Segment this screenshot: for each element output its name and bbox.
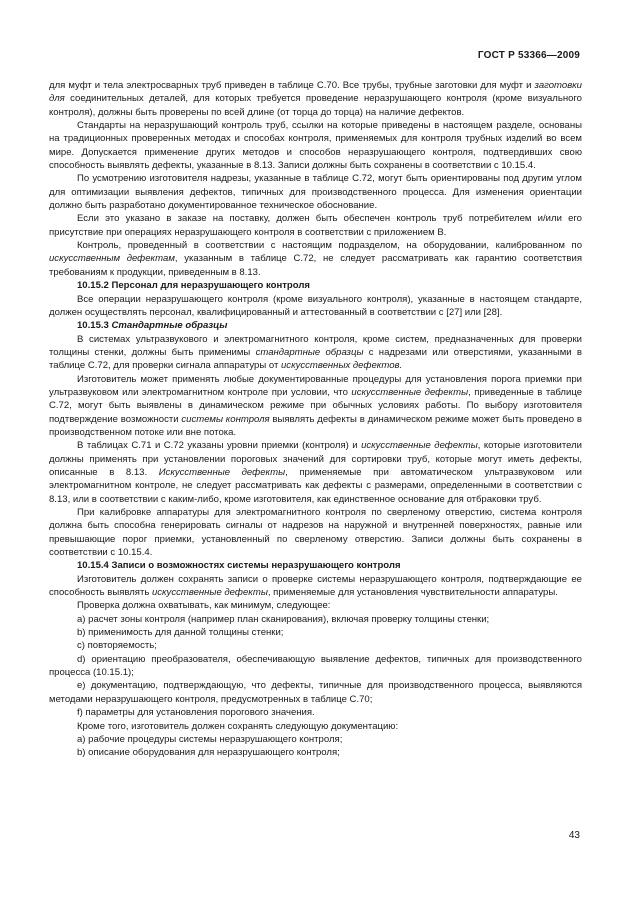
paragraph	[49, 679, 582, 706]
section-heading	[49, 319, 582, 332]
section-heading	[49, 559, 582, 572]
text-run: При калибровке аппаратуры для электромагнитного контроля по сверленому отверстию, система контроля должна быть способна генерировать сигналы от надрезов на наружной и внутренней поверхностях, равные или превышающие порог приемки, установленный по сверленому отверстию. Записи должны быть сохранены в соответствии с 10.15.4.	[49, 507, 582, 559]
text-run: Стандарты на неразрушающий контроль труб, ссылки на которые приведены в настоящем разделе, основаны на традиционных проверенных методах и способах контроля, применяемых для контроля трубных изделий во всем мире. Допускается применение других методов и способов неразрушающего контроля, подтвердивших свою способность выявлять дефекты, указанные в 8.13. Записи должны быть сохранены в соответствии с 10.15.4.	[49, 120, 582, 172]
text-run: , которые изготовители должны применять при установлении пороговых значений для сортировки труб, которые могут иметь дефекты, описанные в 8.13.	[49, 440, 583, 478]
text-run: е) документацию, подтверждающую, что дефекты, типичные для производственного процесса, выявляются методами неразрушающего контроля, предусмотренных в таблице С.70;	[49, 680, 582, 705]
text-run: В системах ультразвукового и электромагнитного контроля, кроме систем, предназначенных для проверки толщины стенки, должны быть применимы	[49, 333, 582, 358]
paragraph	[49, 653, 582, 680]
text-run: По усмотрению изготовителя надрезы, указанные в таблице С.72, могут быть ориентированы под другим углом для оптимизации выявления дефектов, типичных для производственного процесса. Для изменения ориентации должно быть разработано документированное техническое обоснование.	[49, 173, 582, 212]
italic-term: Искусственные дефекты	[158, 466, 286, 478]
paragraph	[49, 613, 582, 626]
text-run: , указанным в таблице С.72, не следует рассматривать как гарантию соответствия требованиям к продукции, приведенным в 8.13.	[49, 253, 582, 278]
italic-term: стандартные образцы	[255, 346, 364, 358]
section-heading	[49, 279, 582, 292]
paragraph	[49, 573, 582, 600]
paragraph	[49, 239, 582, 279]
text-run: выявлять дефекты в динамическом режиме может быть проведено в производственном потоке или вне потока.	[49, 413, 582, 438]
page-number: 43	[568, 830, 580, 841]
text-run: Если это указано в заказе на поставку, должен быть обеспечен контроль труб потребителем и/или его присутствие при операциях неразрушающего контроля в соответствии с приложением В.	[49, 213, 582, 238]
text-run: , применяемые при автоматическом ультразвуковом или электромагнитном контроле, не следует рассматривать как дефекты с размерами, определенными в соответствии с 8.13, или в соответствии с каким-либо, кроме изготовителя, как единственное основание для отбраковки труб.	[49, 466, 582, 505]
paragraph	[49, 720, 582, 733]
paragraph	[49, 373, 582, 440]
text-run: d) ориентацию преобразователя, обеспечивающую выявление дефектов, типичных для производственного процесса (10.15.1);	[49, 653, 582, 679]
text-run: f) параметры для установления порогового значения.	[77, 707, 315, 719]
text-run: Проверка должна охватывать, как минимум, следующее:	[77, 600, 331, 612]
italic-term: искусственных дефектов.	[280, 360, 403, 372]
text-run: В таблицах С.71 и С.72 указаны уровни приемки (контроля) и	[77, 440, 362, 452]
text-run: Изготовитель может применять любые документированные процедуры для установления порога приемки при ультразвуковом или электромагнитном контроле при условии, что	[49, 373, 582, 398]
italic-term: искусственные дефекты	[351, 386, 469, 398]
text-run: Контроль, проведенный в соответствии с настоящим подразделом, на оборудовании, калиброванном по	[77, 240, 582, 252]
text-run: соединительных деталей, для которых требуется проведение неразрушающего контроля (кроме визуального контроля), должны быть проверены по всей длине (от торца до торца) на наличие дефектов.	[49, 93, 582, 118]
paragraph	[49, 293, 582, 320]
italic-term: заготовки для	[49, 80, 582, 105]
italic-term: искусственные дефекты	[361, 440, 478, 452]
text-run: 10.15.3	[77, 320, 112, 332]
paragraph	[49, 333, 582, 373]
italic-term: системы контроля	[181, 413, 270, 425]
text-run: , применяемые для установления чувствительности аппаратуры.	[267, 587, 558, 599]
paragraph	[49, 79, 582, 119]
paragraph	[49, 506, 582, 559]
text-run: b) применимость для данной толщины стенки;	[77, 627, 284, 639]
text-run: Изготовитель должен сохранять записи о проверке системы неразрушающего контроля, подтверждающие ее способность выявлять	[49, 573, 582, 599]
italic-term: Стандартные образцы	[111, 320, 228, 332]
italic-term: искусственные дефекты	[151, 587, 268, 599]
text-run: а) расчет зоны контроля (например план сканирования), включая проверку толщины стенки;	[77, 613, 490, 625]
italic-term: искусственным дефектам	[49, 253, 175, 265]
text-run: 10.15.2 Персонал для неразрушающего контроля	[77, 280, 310, 292]
paragraph	[49, 706, 582, 719]
paragraph	[49, 746, 582, 759]
document-header: ГОСТ Р 53366—2009	[477, 50, 580, 61]
text-run: Все операции неразрушающего контроля (кроме визуального контроля), указанные в настоящем стандарте, должен осуществлять персонал, квалифицированный и аттестованный в соответствии с [27] или [28].	[49, 293, 582, 318]
paragraph	[49, 733, 582, 746]
text-run: Кроме того, изготовитель должен сохранять следующую документацию:	[77, 720, 399, 732]
paragraph	[49, 639, 582, 652]
paragraph	[49, 172, 582, 212]
paragraph	[49, 119, 582, 172]
paragraph	[49, 599, 582, 612]
text-run: с надрезами или отверстиями, указанными в таблице С.72, для проверки сигнала аппаратуры от	[49, 346, 582, 372]
text-run: b) описание оборудования для неразрушающего контроля;	[77, 747, 340, 759]
text-run: , приведенные в таблице С.72, могут быть выявлены в динамическом режиме при обычных условиях работы. По выбору изготовителя подтверждение возможности	[49, 386, 583, 425]
document-body	[49, 79, 582, 760]
paragraph	[49, 212, 582, 239]
text-run: 10.15.4 Записи о возможностях системы неразрушающего контроля	[77, 560, 401, 572]
text-run: а) рабочие процедуры системы неразрушающего контроля;	[77, 733, 343, 745]
paragraph	[49, 626, 582, 639]
text-run: с) повторяемость;	[77, 640, 157, 652]
paragraph	[49, 439, 582, 506]
text-run: для муфт и тела электросварных труб приведен в таблице С.70. Все трубы, трубные заготовки для муфт и	[49, 80, 535, 91]
